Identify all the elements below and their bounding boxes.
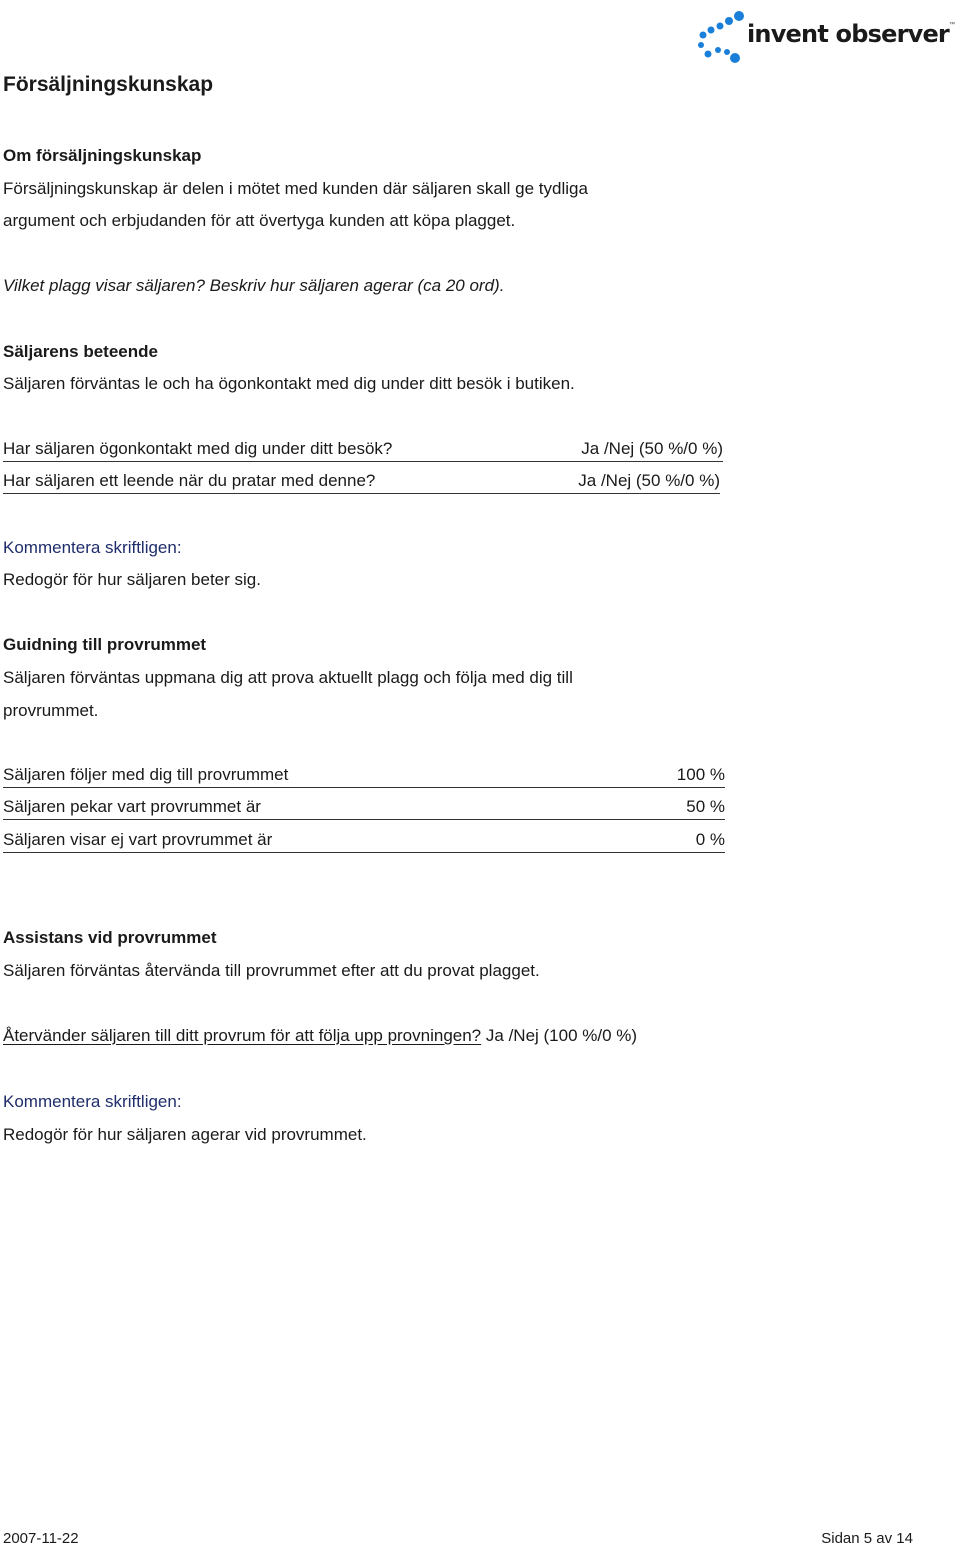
guidance-row	[3, 830, 725, 853]
behavior-question: Har säljaren ögonkontakt med dig under ditt besök?	[3, 439, 393, 458]
footer-page-number: Sidan 5 av 14	[821, 1530, 913, 1547]
behavior-row	[3, 439, 723, 462]
assistance-text: Säljaren förväntas återvända till provrummet efter att du provat plagget.	[3, 961, 540, 980]
guidance-row	[3, 765, 725, 788]
assistance-question-row	[3, 1026, 637, 1046]
behavior-text: Säljaren förväntas le och ha ögonkontakt med dig under ditt besök i butiken.	[3, 374, 575, 393]
assistance-question: Återvänder säljaren till ditt provrum för att följa upp provningen?	[3, 1026, 482, 1045]
guidance-heading: Guidning till provrummet	[3, 635, 207, 654]
behavior-answer: Ja /Nej (50 %/0 %)	[581, 439, 723, 458]
guidance-row-value: 100 %	[676, 765, 725, 784]
about-text-line2: argument och erbjudanden för att övertyga kunden att köpa plagget.	[3, 211, 516, 230]
behavior-comment-label: Kommentera skriftligen:	[3, 538, 182, 557]
behavior-comment-prompt: Redogör för hur säljaren beter sig.	[3, 570, 261, 589]
guidance-row-value: 50 %	[686, 797, 725, 816]
about-heading: Om försäljningskunskap	[3, 146, 202, 165]
behavior-answer: Ja /Nej (50 %/0 %)	[578, 471, 720, 490]
guidance-row-label: Säljaren följer med dig till provrummet	[3, 765, 289, 784]
about-text-line1: Försäljningskunskap är delen i mötet med kunden där säljaren skall ge tydliga	[3, 179, 588, 198]
about-question: Vilket plagg visar säljaren? Beskriv hur säljaren agerar (ca 20 ord).	[3, 276, 505, 295]
behavior-row	[3, 471, 720, 494]
guidance-row-label: Säljaren pekar vart provrummet är	[3, 797, 261, 816]
guidance-row-value: 0 %	[695, 830, 725, 849]
guidance-text-line1: Säljaren förväntas uppmana dig att prova aktuellt plagg och följa med dig till	[3, 668, 573, 687]
logo-trademark: ™	[949, 22, 955, 28]
logo-dots-icon	[695, 8, 755, 68]
logo-brand-text: invent observer	[747, 20, 949, 48]
assistance-heading: Assistans vid provrummet	[3, 928, 217, 947]
page-title: Försäljningskunskap	[3, 73, 214, 96]
guidance-row-label: Säljaren visar ej vart provrummet är	[3, 830, 273, 849]
behavior-heading: Säljarens beteende	[3, 342, 158, 361]
invent-observer-logo	[695, 8, 957, 68]
assistance-comment-prompt: Redogör för hur säljaren agerar vid provrummet.	[3, 1125, 367, 1144]
assistance-comment-label: Kommentera skriftligen:	[3, 1092, 182, 1111]
footer-date: 2007-11-22	[3, 1530, 79, 1547]
assistance-answer: Ja /Nej (100 %/0 %)	[485, 1026, 638, 1045]
behavior-question: Har säljaren ett leende när du pratar med denne?	[3, 471, 376, 490]
guidance-row	[3, 797, 725, 820]
guidance-text-line2: provrummet.	[3, 701, 99, 720]
